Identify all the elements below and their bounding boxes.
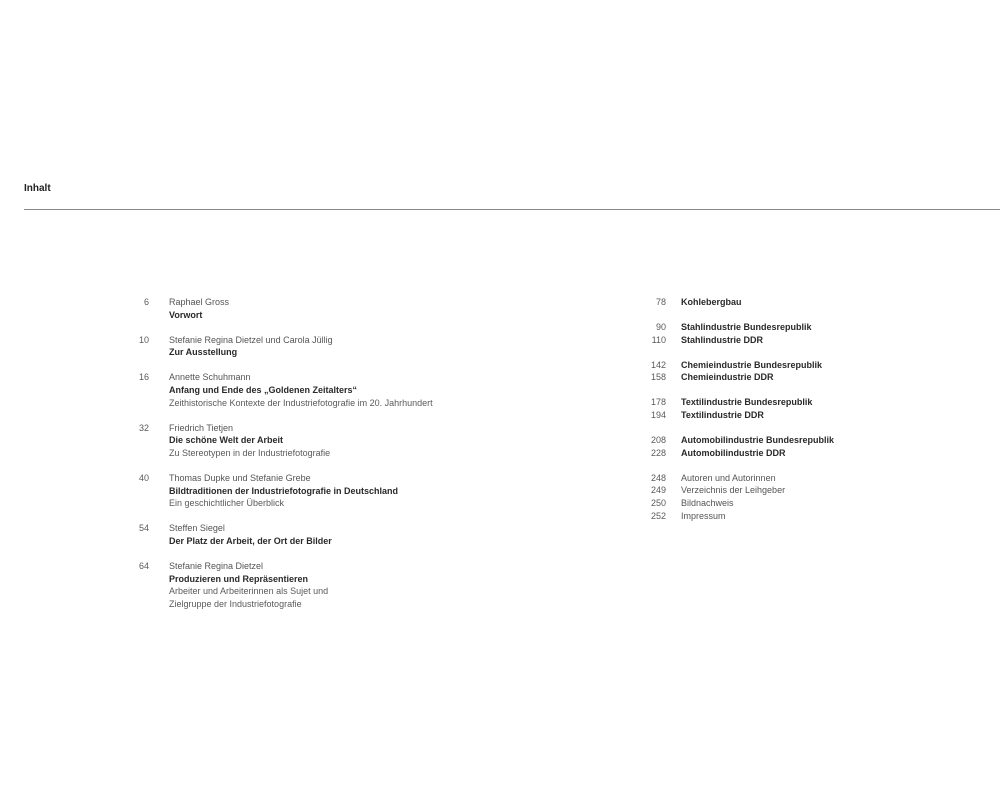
toc-line [112, 472, 472, 485]
page-number: 249 [650, 485, 666, 496]
page-number: 250 [650, 498, 666, 509]
toc-entry[interactable] [620, 321, 980, 334]
entry-title: Bildtraditionen der Industriefotografie in Deutschland [169, 485, 399, 496]
toc-entry[interactable] [112, 371, 472, 409]
entry-subtitle: Arbeiter und Arbeiterinnen als Sujet und [169, 586, 329, 597]
toc-entry[interactable] [112, 472, 472, 510]
entry-title: Chemieindustrie Bundesrepublik [681, 359, 823, 370]
entry-subtitle: Zu Stereotypen in der Industriefotografie [169, 447, 331, 458]
entry-title: Zur Ausstellung [169, 347, 238, 358]
entry-title: Die schöne Welt der Arbeit [169, 435, 284, 446]
toc-line [112, 346, 472, 359]
toc-entry[interactable] [620, 371, 980, 384]
entry-title: Anfang und Ende des „Goldenen Zeitalters“ [169, 384, 358, 395]
entry-author: Friedrich Tietjen [169, 422, 234, 433]
page-number: 78 [655, 297, 666, 307]
toc-entry[interactable] [112, 560, 472, 610]
entry-title: Der Platz der Arbeit, der Ort der Bilder [169, 535, 332, 546]
entry-title: Automobilindustrie DDR [681, 447, 786, 458]
toc-group [620, 359, 980, 384]
toc-line [112, 334, 472, 347]
toc-entry[interactable] [112, 522, 472, 547]
entry-title: Vorwort [169, 309, 203, 320]
toc-line [112, 573, 472, 586]
toc-entry[interactable] [620, 497, 980, 510]
page-number: 64 [138, 560, 149, 571]
entry-title: Produzieren und Repräsentieren [169, 573, 309, 584]
page-number: 158 [650, 372, 666, 383]
entry-title: Autoren und Autorinnen [681, 472, 776, 483]
page-heading: Inhalt [24, 183, 51, 194]
entry-title: Chemieindustrie DDR [681, 372, 774, 383]
page-number: 32 [138, 422, 149, 433]
page-number: 54 [138, 523, 149, 534]
entry-title: Kohlebergbau [681, 297, 742, 307]
toc-line [112, 422, 472, 435]
toc-line [112, 397, 472, 410]
toc-entry[interactable] [620, 396, 980, 409]
toc-line [112, 447, 472, 460]
toc-line [112, 598, 472, 611]
toc-line [112, 522, 472, 535]
page-number: 40 [138, 472, 149, 483]
toc-group [620, 396, 980, 421]
toc-group [620, 321, 980, 346]
toc-group [620, 434, 980, 459]
toc-entry[interactable] [112, 296, 472, 321]
toc-line [112, 309, 472, 322]
entry-author: Stefanie Regina Dietzel [169, 560, 264, 571]
entry-title: Stahlindustrie DDR [681, 334, 764, 345]
toc-entry[interactable] [620, 447, 980, 460]
entry-author: Raphael Gross [169, 297, 230, 307]
toc-entry[interactable] [112, 422, 472, 460]
entry-subtitle: Zielgruppe der Industriefotografie [169, 598, 302, 609]
toc-line [112, 485, 472, 498]
page-number: 16 [138, 372, 149, 383]
page-number: 10 [138, 334, 149, 345]
page-number: 110 [651, 334, 666, 345]
toc-left-column [112, 296, 472, 623]
page-number: 142 [650, 359, 666, 370]
toc-entry[interactable] [620, 434, 980, 447]
page-number: 90 [655, 322, 666, 333]
toc-right-column [620, 296, 980, 535]
page-number: 248 [650, 472, 666, 483]
toc-entry[interactable] [620, 484, 980, 497]
toc-entry[interactable] [620, 409, 980, 422]
entry-author: Thomas Dupke und Stefanie Grebe [169, 472, 311, 483]
entry-title: Automobilindustrie Bundesrepublik [681, 435, 835, 446]
entry-title: Verzeichnis der Leihgeber [681, 485, 786, 496]
entry-subtitle: Zeithistorische Kontexte der Industriefotografie im 20. Jahrhundert [169, 397, 433, 408]
toc-line [112, 371, 472, 384]
entry-title: Impressum [681, 510, 726, 521]
entry-title: Textilindustrie DDR [681, 410, 764, 421]
toc-line [112, 497, 472, 510]
page-number: 208 [650, 435, 666, 446]
toc-line [112, 535, 472, 548]
entry-title: Stahlindustrie Bundesrepublik [681, 322, 812, 333]
toc-line [112, 560, 472, 573]
entry-author: Stefanie Regina Dietzel und Carola Jüllig [169, 334, 333, 345]
heading-rule [24, 209, 1000, 210]
entry-title: Textilindustrie Bundesrepublik [681, 397, 813, 408]
entry-author: Annette Schuhmann [169, 372, 251, 383]
toc-entry[interactable] [620, 296, 980, 309]
page-number: 194 [650, 410, 666, 421]
toc-group [620, 296, 980, 309]
toc-entry[interactable] [620, 334, 980, 347]
entry-subtitle: Ein geschichtlicher Überblick [169, 498, 285, 509]
toc-entry[interactable] [620, 510, 980, 523]
page-number: 228 [650, 447, 666, 458]
toc-line [112, 384, 472, 397]
entry-title: Bildnachweis [681, 498, 734, 509]
toc-line [112, 434, 472, 447]
toc-line [112, 296, 472, 309]
page-number: 178 [650, 397, 666, 408]
toc-line [112, 585, 472, 598]
toc-group [620, 472, 980, 522]
entry-author: Steffen Siegel [169, 523, 225, 534]
toc-entry[interactable] [620, 359, 980, 372]
page-number: 6 [143, 297, 149, 307]
page-number: 252 [650, 510, 666, 521]
toc-entry[interactable] [112, 334, 472, 359]
toc-entry[interactable] [620, 472, 980, 485]
